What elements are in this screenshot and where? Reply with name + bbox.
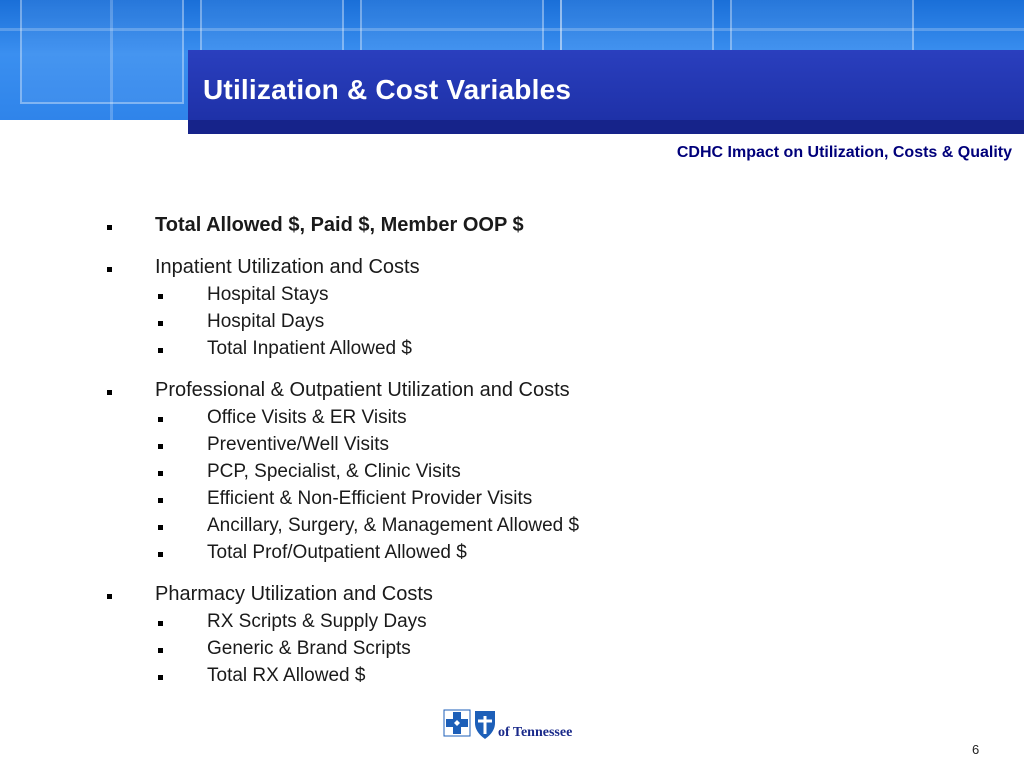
bullet-marker-icon [158,348,163,353]
list-subitem: RX Scripts & Supply Days [0,609,1024,636]
list-item: Inpatient Utilization and Costs [0,252,1024,282]
list-subitem: Office Visits & ER Visits [0,405,1024,432]
bullet-marker-icon [158,471,163,476]
list-subitem: Total Prof/Outpatient Allowed $ [0,540,1024,567]
bullet-marker-icon [158,417,163,422]
slide-title: Utilization & Cost Variables [203,74,572,105]
bullet-marker-icon [107,594,112,599]
bullet-list [0,210,1024,690]
bullet-marker-icon [107,390,112,395]
list-subitem: Total RX Allowed $ [0,663,1024,690]
list-item: Professional & Outpatient Utilization and Costs [0,375,1024,405]
bullet-marker-icon [158,444,163,449]
list-subitem: Hospital Days [0,309,1024,336]
list-item: Total Allowed $, Paid $, Member OOP $ [0,210,1024,240]
list-item: Pharmacy Utilization and Costs [0,579,1024,609]
bullet-marker-icon [158,621,163,626]
bullet-marker-icon [158,525,163,530]
list-subitem: Ancillary, Surgery, & Management Allowed $ [0,513,1024,540]
list-subitem: Hospital Stays [0,282,1024,309]
bullet-marker-icon [158,294,163,299]
list-subitem: PCP, Specialist, & Clinic Visits [0,459,1024,486]
bullet-marker-icon [158,648,163,653]
list-subitem: Generic & Brand Scripts [0,636,1024,663]
logo-text: of Tennessee [498,725,573,740]
bullet-marker-icon [158,552,163,557]
bullet-marker-icon [107,225,112,230]
page-number: 6 [972,742,980,757]
bullet-marker-icon [158,498,163,503]
list-subitem: Efficient & Non-Efficient Provider Visits [0,486,1024,513]
list-subitem: Total Inpatient Allowed $ [0,336,1024,363]
shield-icon [475,711,495,739]
cross-icon [444,710,470,736]
slide-subtitle: CDHC Impact on Utilization, Costs & Quality [676,144,1012,161]
bullet-marker-icon [158,321,163,326]
bullet-marker-icon [158,675,163,680]
bullet-marker-icon [107,267,112,272]
list-subitem: Preventive/Well Visits [0,432,1024,459]
